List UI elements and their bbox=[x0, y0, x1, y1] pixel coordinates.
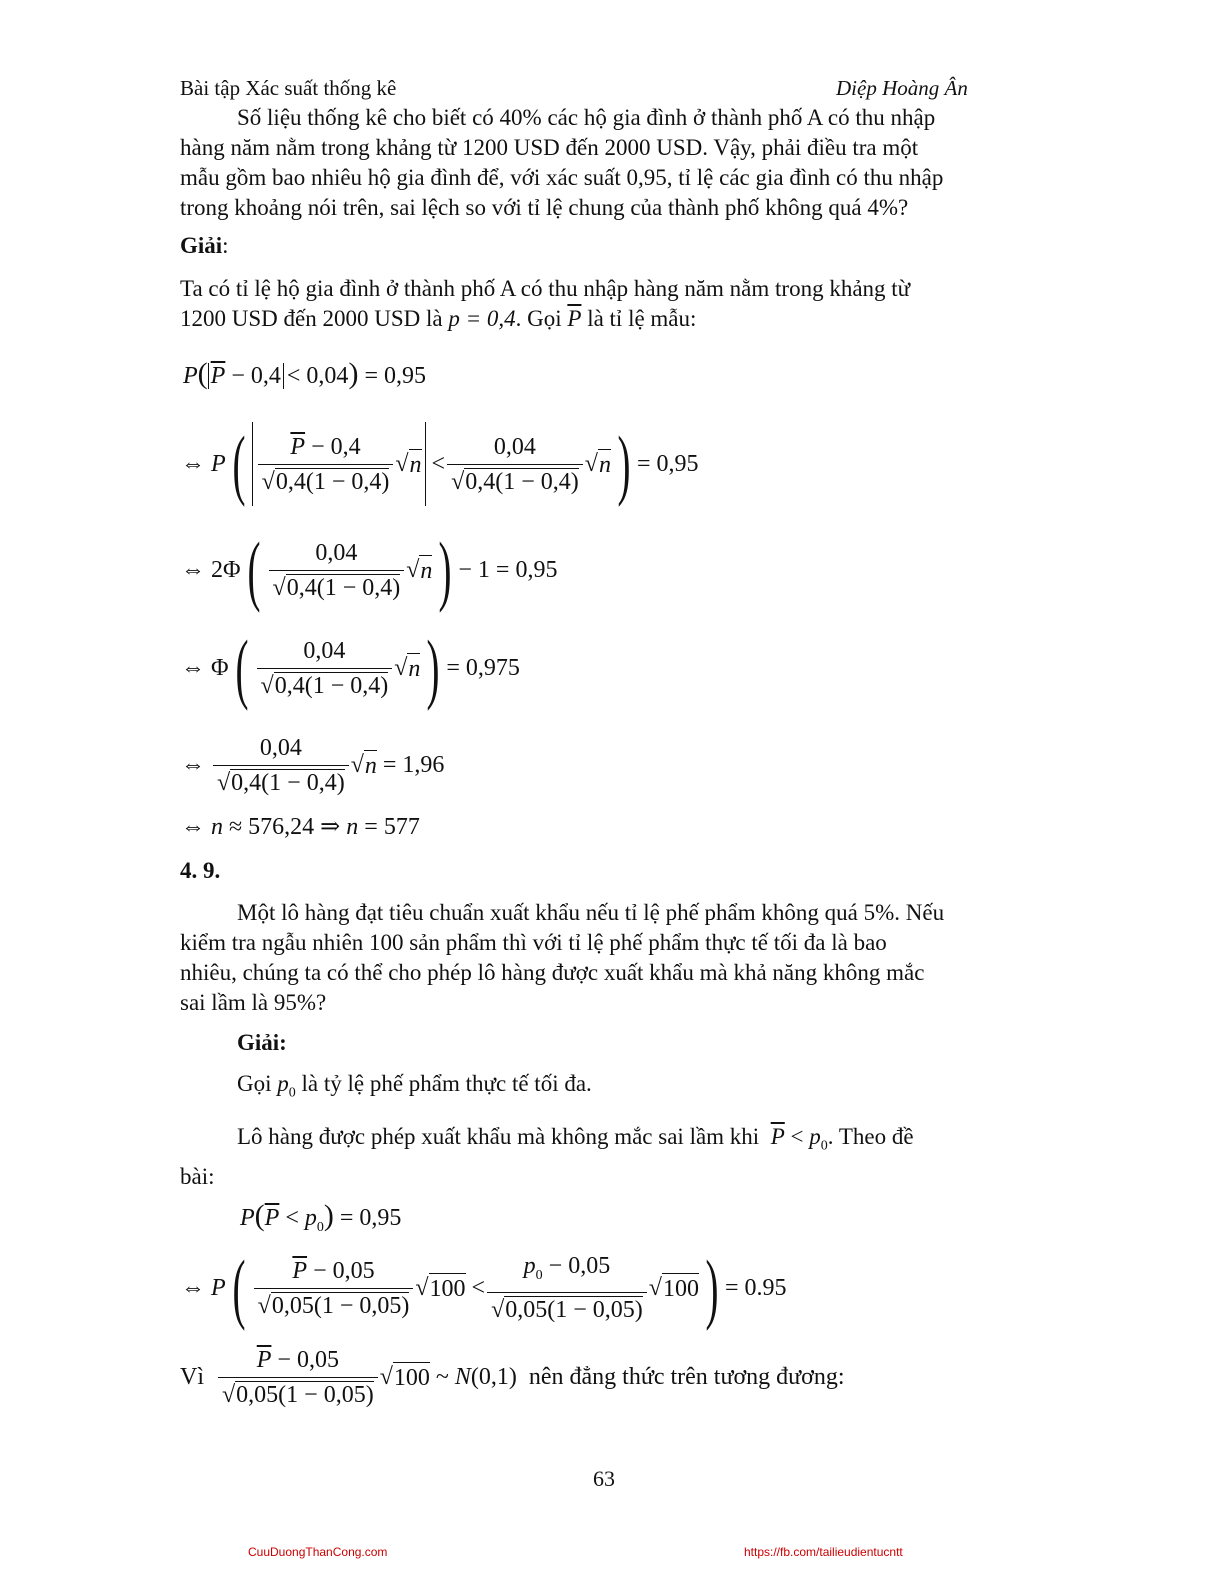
problem-2-line: nhiêu, chúng ta có thể cho phép lô hàng được xuất khẩu mà khả năng không mắc bbox=[180, 960, 925, 985]
equation-6: ⇔ n ≈ 576,24 ⇒ n = 577 bbox=[181, 814, 420, 840]
equation-8: ⇔ P ( $\frac{\overline{P} - 0,05}{√0,05(1 - 0,05)}$ √ 100 < $\frac{p_0 - 0,05}{√0,05(1 - 0,05)}$ √ 100 ) = 0.95 bbox=[181, 1244, 787, 1331]
header-right: Diệp Hoàng Ân bbox=[836, 76, 968, 100]
problem-1-line: hàng năm nằm trong khảng từ 1200 USD đến 2000 USD. Vậy, phải điều tra một bbox=[180, 135, 919, 160]
footer-left-link[interactable]: CuuDuongThanCong.com bbox=[248, 1545, 388, 1559]
equation-3: ⇔ 2Φ ( $\frac{0,04}{√0,4(1 - 0,4)}$ √ n ) − 1 = 0,95 bbox=[181, 526, 558, 613]
intro-line-2: 1200 USD đến 2000 USD là p = 0,4. Gọi $\overline{P}$ là tỉ lệ mẫu: bbox=[180, 306, 697, 331]
equation-1: P( $\overline{P} - 0,4 < 0,04) = 0,95$ bbox=[183, 357, 426, 390]
equation-2: ⇔ P ( $\frac{\overline{P} - 0,4}{√0,4(1 - 0,4)}$ √ n < $\frac{0,04}{√0,4(1 - 0,4)}$ √ n ) = 0,95 bbox=[181, 420, 699, 507]
equation-9: Vì $\frac{\overline{P} - 0,05}{√0,05(1 - 0,05)}$ √ 100 ~ N (0,1) nên đẳng thức trên tương đương: bbox=[180, 1346, 845, 1408]
equation-4: ⇔ Φ ( $\frac{0,04}{√0,4(1 - 0,4)}$ √ n ) = 0,975 bbox=[181, 624, 520, 711]
problem-1-line: trong khoảng nói trên, sai lệch so với tỉ lệ chung của thành phố không quá 4%? bbox=[180, 195, 909, 220]
equation-5: ⇔ $\frac{0,04}{√0,4(1 - 0,4)}$ √ n = 1,96 bbox=[181, 734, 445, 796]
problem-2-line: kiểm tra ngẫu nhiên 100 sản phẩm thì với tỉ lệ phế phẩm thực tế tối đa là bao bbox=[180, 930, 887, 955]
solution-2-line-1: Gọi $p_0$ là tỷ lệ phế phẩm thực tế tối đa. bbox=[237, 1071, 592, 1101]
problem-1 bbox=[180, 103, 1032, 223]
problem-2-line: sai lầm là 95%? bbox=[180, 990, 327, 1015]
footer-right-link[interactable]: https://fb.com/tailieudientucntt bbox=[744, 1545, 903, 1559]
solution-1-intro bbox=[180, 274, 1032, 334]
problem-2-number: 4. 9. bbox=[180, 858, 221, 883]
intro-line-1: Ta có tỉ lệ hộ gia đình ở thành phố A có thu nhập hàng năm nằm trong khảng từ bbox=[180, 276, 911, 301]
problem-2 bbox=[180, 898, 1032, 1018]
problem-1-line: Số liệu thống kê cho biết có 40% các hộ gia đình ở thành phố A có thu nhập bbox=[237, 105, 936, 130]
solution-2-line-2: Lô hàng được phép xuất khẩu mà không mắc sai lầm khi $\overline{P} < p_0$. Theo đề bài: bbox=[180, 1124, 914, 1189]
problem-1-line: mẫu gồm bao nhiêu hộ gia đình để, với xác suất 0,95, tỉ lệ các gia đình có thu nhập bbox=[180, 165, 944, 190]
header-left: Bài tập Xác suất thống kê bbox=[180, 76, 397, 100]
problem-2-line: Một lô hàng đạt tiêu chuẩn xuất khẩu nếu tỉ lệ phế phẩm không quá 5%. Nếu bbox=[237, 900, 945, 925]
solution-2-title: Giải: bbox=[237, 1030, 287, 1055]
equation-7: $P(\overline{P} < p_0) = 0,95$ bbox=[240, 1199, 402, 1235]
solution-1-title: Giải: bbox=[180, 233, 229, 258]
page-number: 63 bbox=[593, 1466, 615, 1491]
